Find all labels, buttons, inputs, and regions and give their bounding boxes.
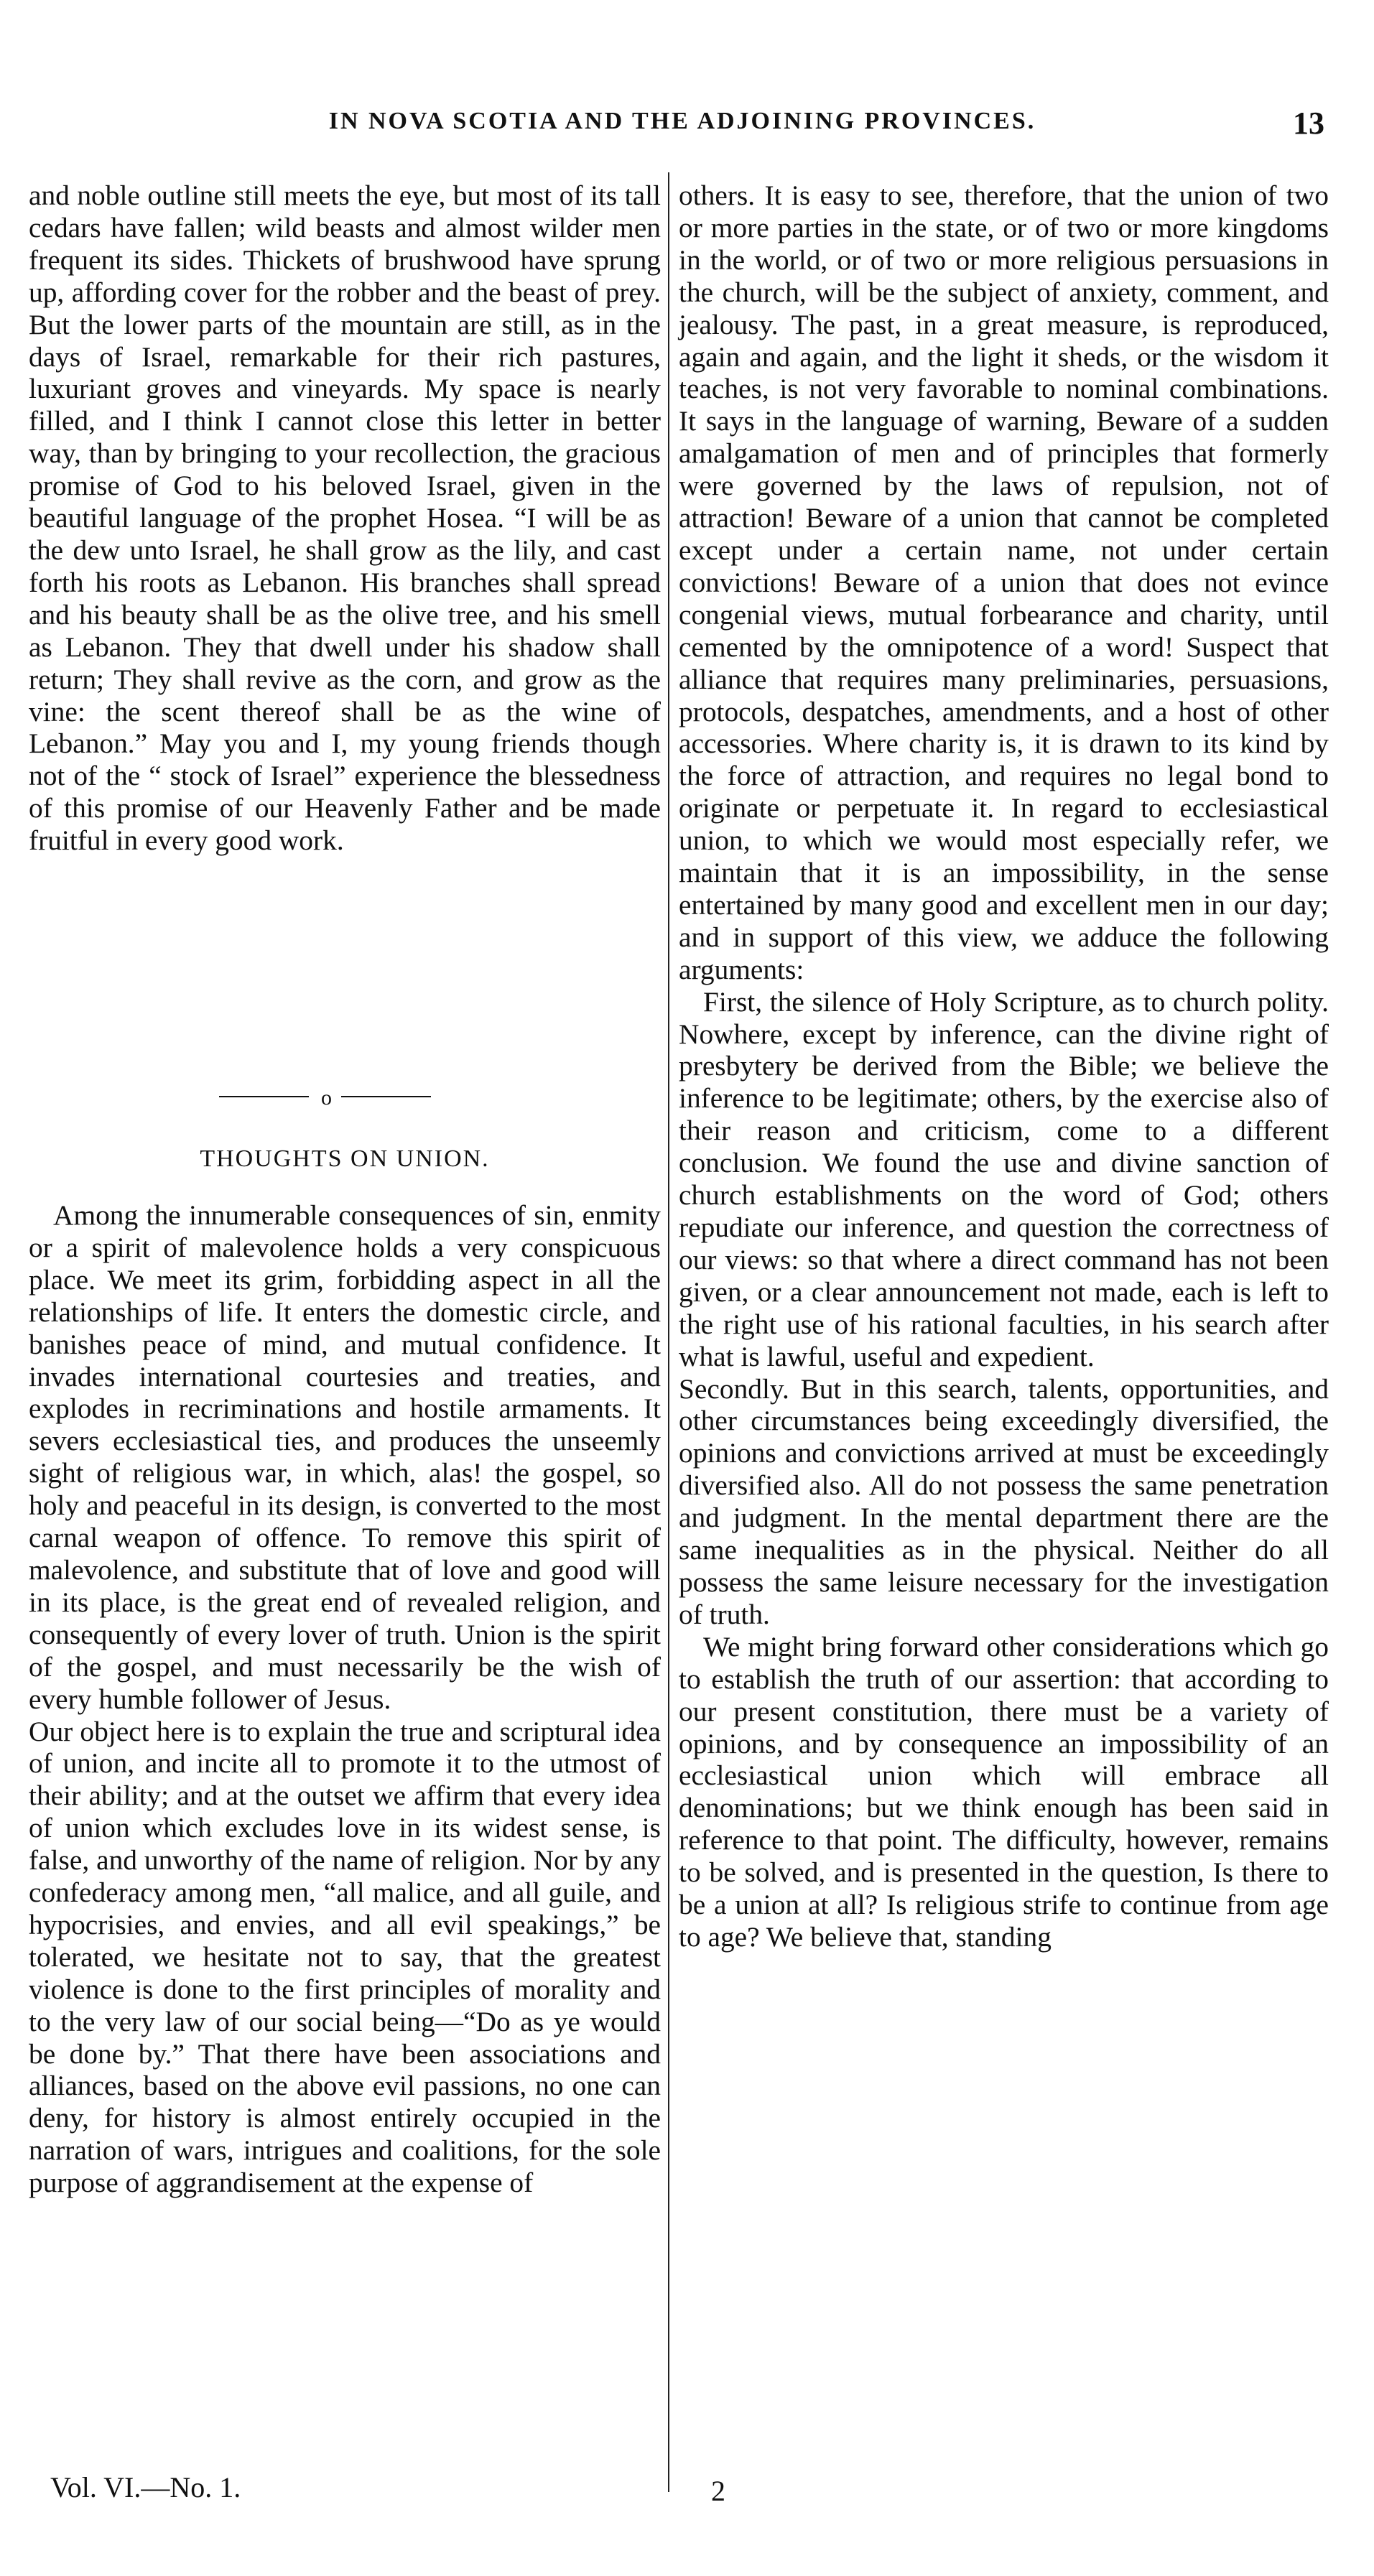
left-column [29,180,661,857]
running-header [0,108,1374,151]
signature-mark: 2 [711,2475,725,2507]
ornament-line-right [341,1096,431,1097]
ornament-circle: o [321,1086,332,1110]
right-paragraph-4: We might bring forward other considerations which go to establish the truth of our assertion: that according to our present constitution, there must be a variety of opinions, and by consequence an impossibility of an ecclesiastical union which will embrace all denominations; but we think enough has been said in reference to that point. The difficulty, however, remains to be solved, and is presented in the question, Is there to be a union at all? Is religious strife to continue from age to age? We believe that, standing [679,1630,1329,1953]
section-title: THOUGHTS ON UNION. [200,1145,490,1172]
section-paragraph-1: Among the innumerable consequences of sin, enmity or a spirit of malevolence holds a very conspicuous place. We meet its grim, forbidding aspect in all the relationships of life. It enters the domestic circle, and banishes peace of mind, and mutual confidence. It invades international courtesies and treaties, and explodes in recriminations and hostile armaments. It severs ecclesiastical ties, and produces the unseemly sight of religious war, in which, alas! the gospel, so holy and peaceful in its design, is converted to the most carnal weapon of offence. To remove this spirit of malevolence, and substitute that of love and good will in its place, is the great end of revealed religion, and consequently of every lover of truth. Union is the spirit of the gospel, and must necessarily be the wish of every humble follower of Jesus. [29,1199,661,1715]
right-paragraph-3: Secondly. But in this search, talents, opportunities, and other circumstances being exceedingly diversified, the opinions and convictions arrived at must be exceedingly diversified also. All do not possess the same penetration and judgment. In the mental department there are the same inequalities as in the physical. Neither do all possess the same leisure necessary for the investigation of truth. [679,1372,1329,1630]
right-paragraph-1: others. It is easy to see, therefore, that the union of two or more parties in the state, or of two or more kingdoms in the world, or of two or more religious persuasions in the church, will be the subject of anxiety, comment, and jealousy. The past, in a great measure, is reproduced, again and again, and the light it sheds, or the wisdom it teaches, is not very favorable to nominal combinations. It says in the language of warning, Beware of a sudden amalgamation of men and of principles that formerly were governed by the laws of repulsion, not of attraction! Beware of a union that cannot be completed except under a certain name, not under certain convictions! Beware of a union that does not evince congenial views, mutual forbearance and charity, until cemented by the omnipotence of a word! Suspect that alliance that requires many preliminaries, persuasions, protocols, despatches, amendments, and a host of other accessories. Where charity is, it is drawn to its kind by the force of attraction, and requires no legal bond to originate or perpetuate it. In regard to ecclesiastical union, to which we would most especially refer, we maintain that it is an impossibility, in the sense entertained by many good and excellent men in our day; and in support of this view, we adduce the following arguments: [679,180,1329,985]
section-paragraph-2: Our object here is to explain the true and scriptural idea of union, and incite all to promote it to the utmost of their ability; and at the outset we affirm that every idea of union which excludes love in its widest sense, is false, and unworthy of the name of religion. Nor by any confederacy among men, “all malice, and all guile, and hypocrisies, and envies, and all evil speakings,” be tolerated, we hesitate not to say, that the greatest violence is done to the first principles of morality and to the very law of our social being—“Do as ye would be done by.” That there have been associations and alliances, based on the above evil passions, no one can deny, for history is almost entirely occupied in the narration of wars, intrigues and coalitions, for the sole purpose of aggrandisement at the expense of [29,1715,661,2199]
ornament-line-left [219,1096,309,1097]
left-column-section [29,1199,661,2199]
page-number: 13 [1293,106,1324,141]
left-paragraph-1: and noble outline still meets the eye, but most of its tall cedars have fallen; wild beasts and almost wilder men frequent its sides. Thickets of brushwood have sprung up, affording cover for the robber and the beast of prey. But the lower parts of the mountain are still, as in the days of Israel, remarkable for their rich pastures, luxuriant groves and vineyards. My space is nearly filled, and I think I cannot close this letter in better way, than by bringing to your recollection, the gracious promise of God to his beloved Israel, given in the beautiful language of the prophet Hosea. “I will be as the dew unto Israel, he shall grow as the lily, and cast forth his roots as Lebanon. His branches shall spread and his beauty shall be as the olive tree, and his smell as Lebanon. They that dwell under his shadow shall return; They shall revive as the corn, and grow as the vine: the scent thereof shall be as the wine of Lebanon.” May you and I, my young friends though not of the “ stock of Israel” experience the blessedness of this promise of our Heavenly Father and be made fruitful in every good work. [29,180,661,857]
right-paragraph-2: First, the silence of Holy Scripture, as to church polity. Nowhere, except by inference, can the divine right of presbytery be derived from the Bible; we believe the inference to be legitimate; others, by the exercise also of their reason and criticism, come to a different conclusion. We found the use and divine sanction of church establishments on the word of God; others repudiate our inference, and question the correctness of our views: so that where a direct command has not been given, or a clear announcement not made, each is left to the right use of his rational faculties, in his search after what is lawful, useful and expedient. [679,985,1329,1372]
right-column [679,180,1329,1953]
section-ornament [219,1086,435,1110]
running-title: IN NOVA SCOTIA AND THE ADJOINING PROVINCES. [328,108,1036,134]
column-divider [668,172,669,2492]
volume-footer: Vol. VI.—No. 1. [50,2471,241,2503]
